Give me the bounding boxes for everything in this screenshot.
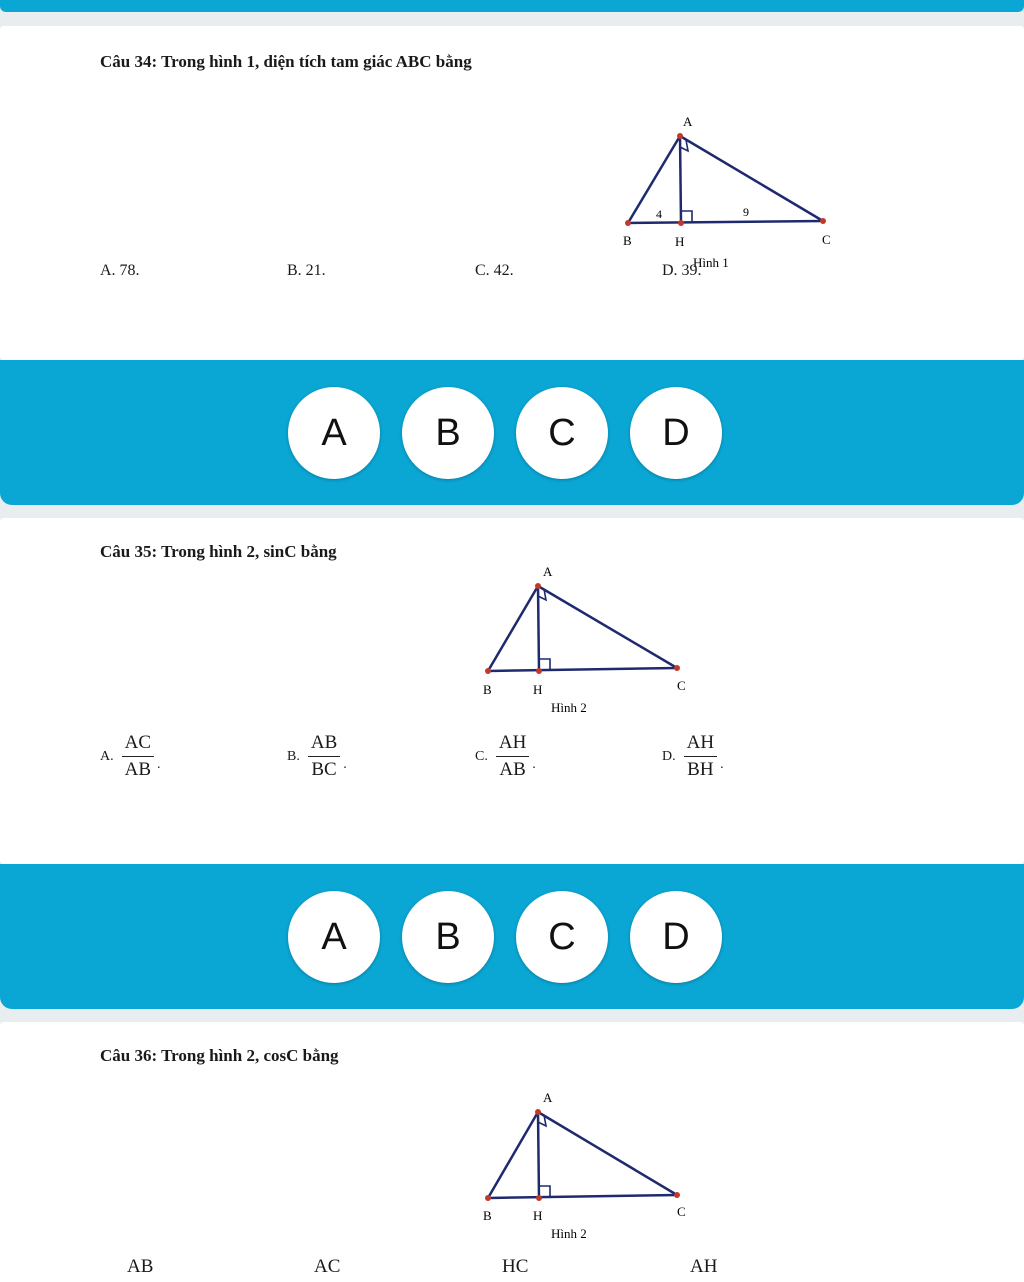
option-a [100,732,161,781]
question-card-36 [0,1022,1024,1282]
point-label-a: A [543,564,553,579]
point-label-b: B [483,1208,492,1223]
option-d [662,732,724,781]
option-d: D. 39. [662,262,702,279]
option-d-numerator: AH [690,1256,718,1277]
option-b: B. 21. [287,262,326,279]
point-label-c: C [677,678,686,693]
numerator: AB [310,732,338,753]
question-title: Câu 34: Trong hình 1, diện tích tam giác ABC bằng [100,52,472,71]
option-c: C. 42. [475,262,514,279]
answer-bar-34 [0,360,1024,505]
option-c-numerator: HC [502,1256,529,1277]
question-title: Câu 36: Trong hình 2, cosC bằng [100,1046,339,1065]
point-label-b: B [483,682,492,697]
segment-hc-length: 9 [743,205,749,219]
answer-button-b[interactable]: B [402,891,494,983]
period: . [343,756,347,772]
fraction [684,732,717,781]
figure-caption: Hình 1 [693,255,729,270]
question-card-34 [0,26,1024,360]
numerator: AH [498,732,527,753]
figure-caption: Hình 2 [551,1226,587,1241]
triangle-figure-1 [610,106,850,276]
answer-bar-35 [0,864,1024,1009]
answer-button-d[interactable]: D [630,891,722,983]
segment-bh-length: 4 [656,207,662,221]
fraction [496,732,529,781]
option-a: A. 78. [100,262,140,279]
point-label-b: B [623,233,632,248]
triangle-figure-2 [470,1088,710,1248]
question-title: Câu 35: Trong hình 2, sinC bằng [100,542,337,561]
numerator: AH [686,732,715,753]
answer-button-a[interactable]: A [288,891,380,983]
option-letter: A. [100,748,114,764]
answer-button-c[interactable]: C [516,891,608,983]
answer-button-c[interactable]: C [516,387,608,479]
period: . [532,756,536,772]
answer-button-d[interactable]: D [630,387,722,479]
question-card-35 [0,518,1024,864]
fraction [308,732,340,781]
answer-button-a[interactable]: A [288,387,380,479]
denominator: BC [308,756,339,781]
option-letter: B. [287,748,300,764]
denominator: AB [496,756,528,781]
period: . [157,756,161,772]
point-label-h: H [533,1208,543,1223]
point-label-a: A [543,1090,553,1105]
point-label-h: H [675,234,685,249]
answer-button-b[interactable]: B [402,387,494,479]
option-letter: C. [475,748,488,764]
point-label-c: C [822,232,831,247]
point-label-c: C [677,1204,686,1219]
triangle-figure-2 [470,562,710,722]
option-b-numerator: AC [314,1256,341,1277]
denominator: BH [684,756,716,781]
figure-caption: Hình 2 [551,700,587,715]
option-a-numerator: AB [127,1256,154,1277]
fraction [122,732,154,781]
point-label-h: H [533,682,543,697]
option-c [475,732,536,781]
period: . [720,756,724,772]
numerator: AC [124,732,152,753]
option-b [287,732,347,781]
point-label-a: A [683,114,693,129]
top-accent-bar [0,0,1024,12]
option-letter: D. [662,748,676,764]
denominator: AB [122,756,154,781]
